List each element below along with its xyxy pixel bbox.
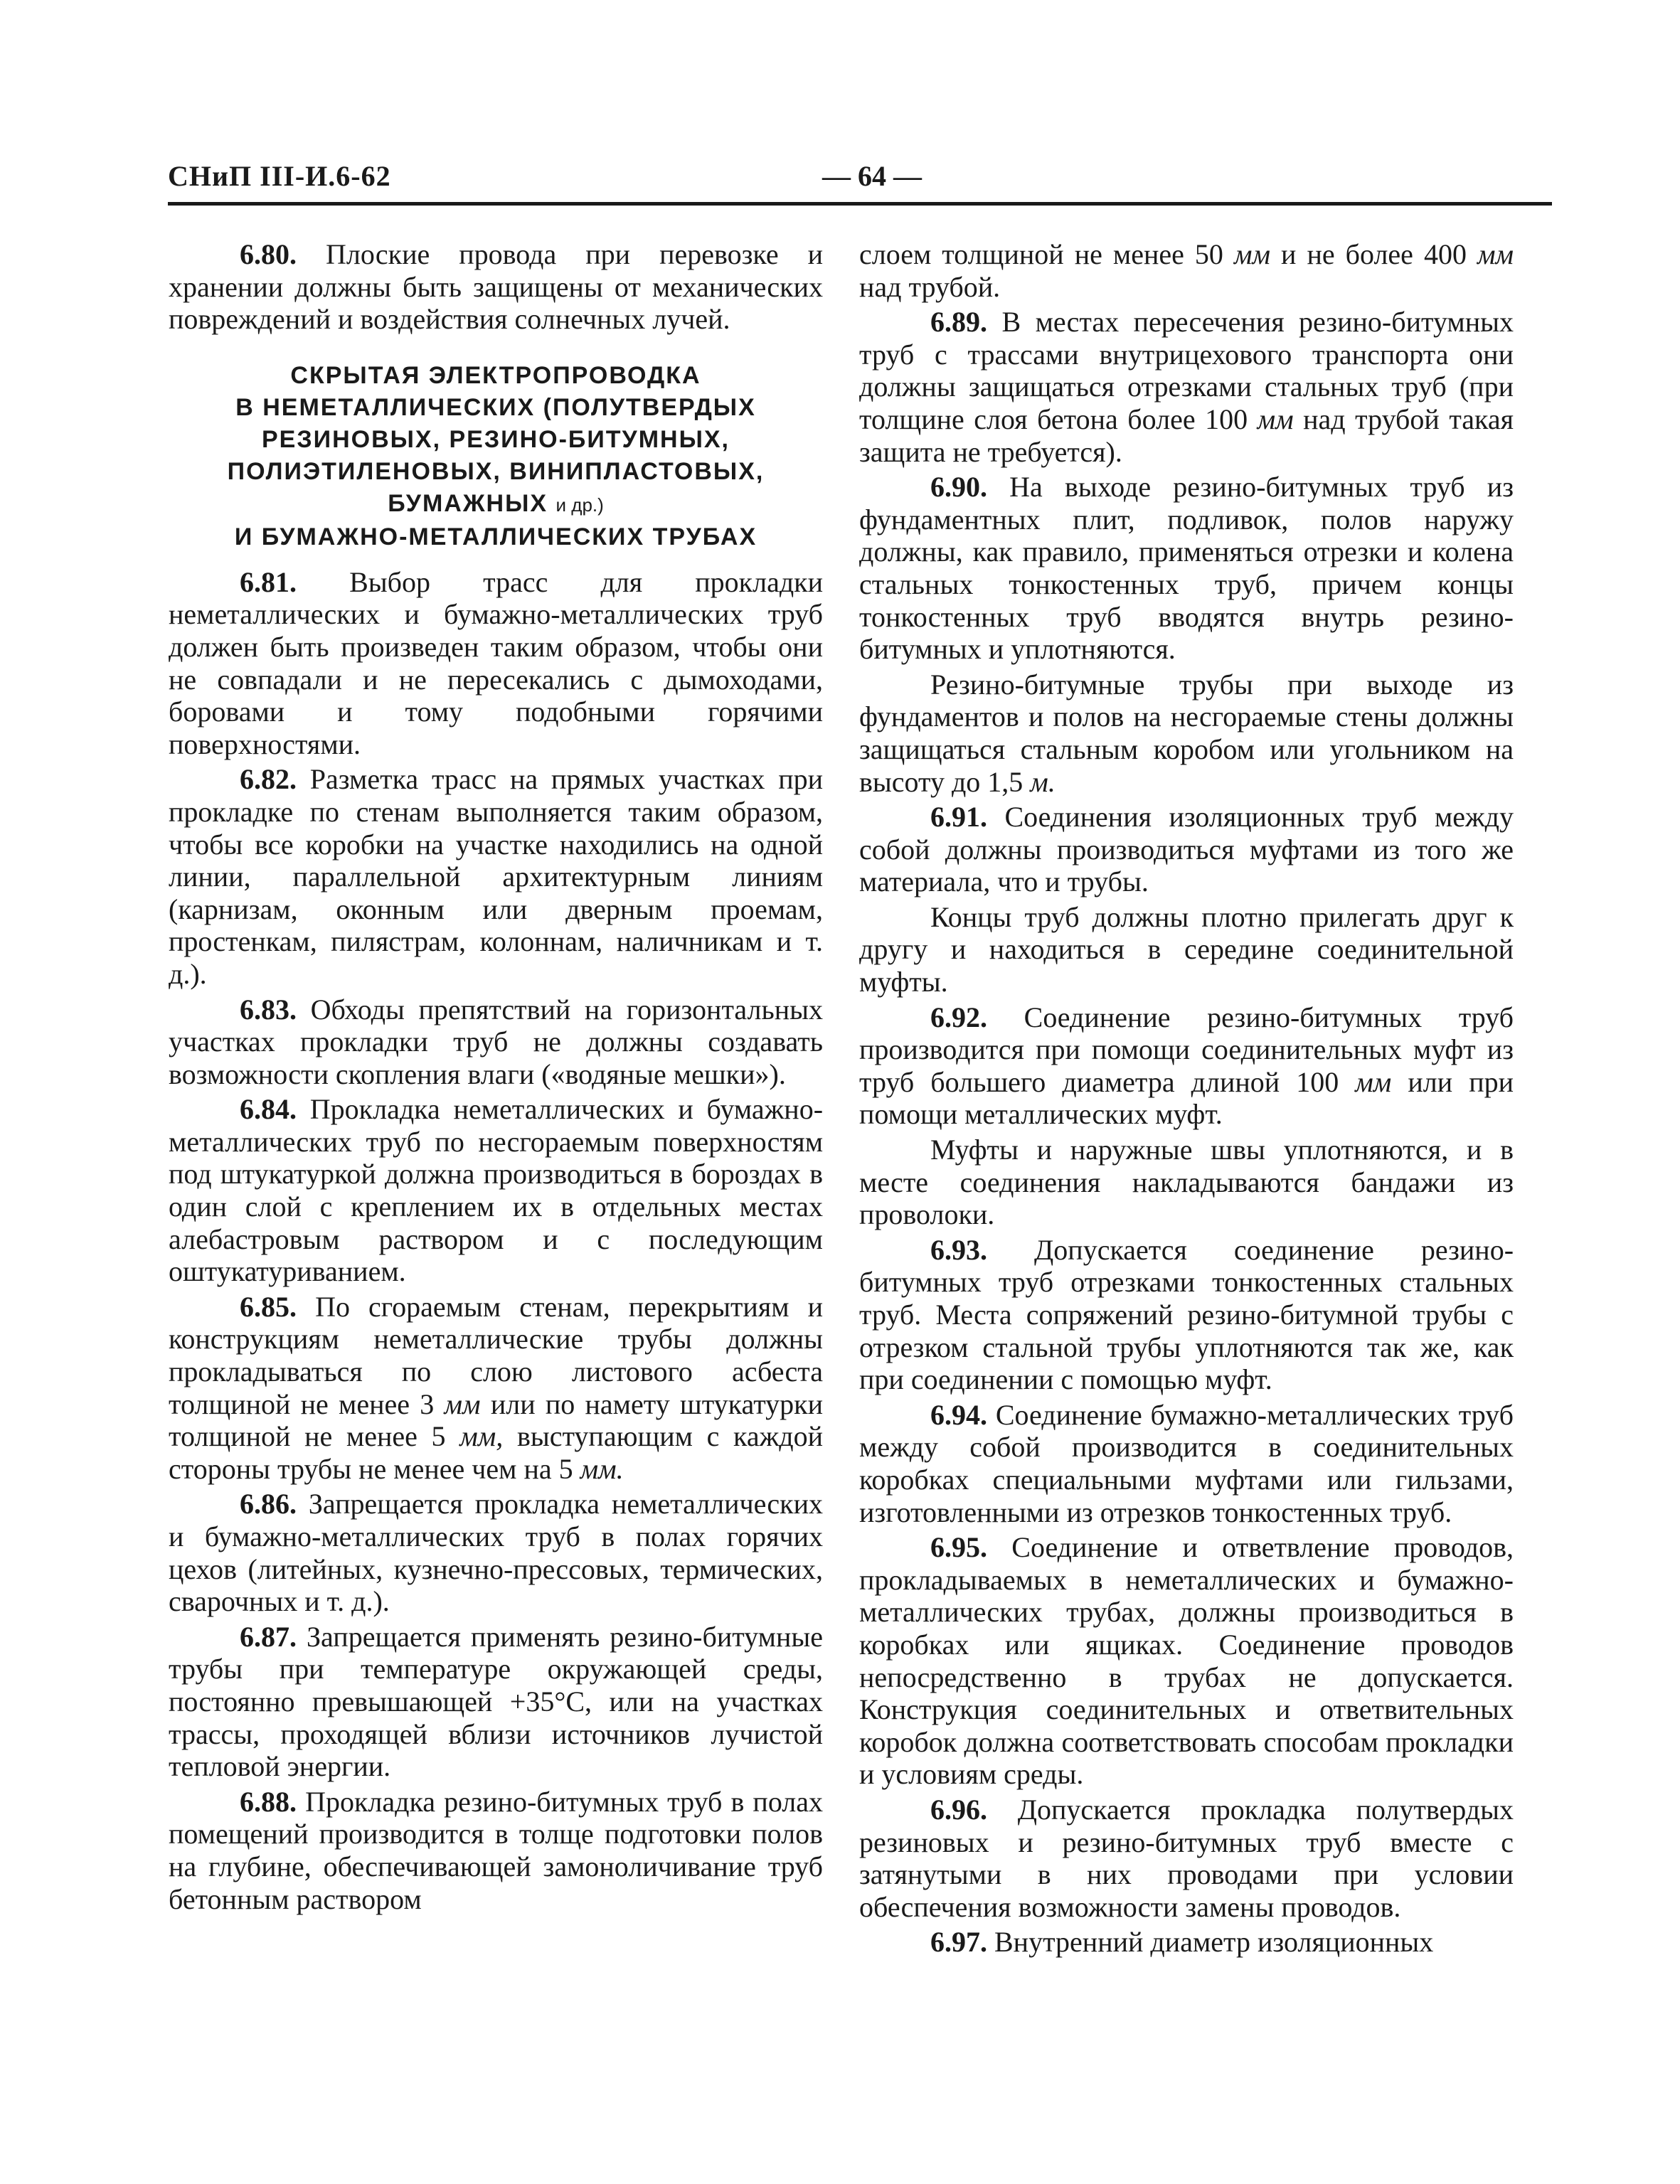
paragraph-6-90 <box>859 471 1514 666</box>
clause-text: над трубой такая защита не требуется). <box>859 403 1514 468</box>
unit: мм <box>1257 403 1294 435</box>
paragraph-6-86 <box>169 1488 823 1617</box>
unit: мм <box>1355 1065 1392 1098</box>
clause-number: 6.83. <box>240 993 297 1026</box>
unit: мм, <box>459 1420 504 1453</box>
clause-text: Допускается прокладка полутвердых резиновых и резино-битумных труб вместе с затянутыми в них проводами при условии обеспечения возможности замены проводов. <box>859 1793 1514 1923</box>
paragraph-6-87 <box>169 1621 823 1783</box>
clause-text: Плоские провода при перевозке и хранении должны быть защищены от механических повреждений и воздействия солнечных лучей. <box>169 238 824 336</box>
right-column <box>859 238 1514 1961</box>
paragraph-6-97 <box>859 1926 1514 1959</box>
paragraph-6-89 <box>859 306 1514 468</box>
clause-text: Запрещается применять резино-битумные трубы при температуре окружающей среды, постоянно превышающей +35°С, или на участках трассы, проходящей вблизи источников лучистой тепловой энергии. <box>169 1620 824 1783</box>
paragraph-6-92 <box>859 1001 1514 1131</box>
clause-number: 6.97. <box>930 1926 987 1959</box>
clause-number: 6.92. <box>930 1001 987 1033</box>
clause-text: Разметка трасс на прямых участках при прокладке по стенам выполняется таким образом, чтобы все коробки на участке находились на одной линии, параллельной архитектурным линиям (карнизам, оконным или дверным проемам, простенкам, пилястрам, колоннам, наличникам и т. д.). <box>169 763 824 990</box>
clause-number: 6.95. <box>930 1531 987 1564</box>
clause-text: Концы труб должны плотно прилегать друг к другу и находиться в середине соединительной муфты. <box>859 900 1514 998</box>
page-header <box>168 159 1552 202</box>
clause-text: Резино-битумные трубы при выходе из фундаментов и полов на несгораемые стены должны защищаться стальным коробом или угольником на высоту до 1,5 <box>859 668 1514 798</box>
paragraph-6-92-second <box>859 1134 1514 1231</box>
clause-text: слоем толщиной не менее 50 <box>859 238 1223 270</box>
document-code: СНиП III-И.6-62 <box>168 160 391 192</box>
paragraph-6-96 <box>859 1794 1514 1923</box>
clause-text: Обходы препятствий на горизонтальных участках прокладки труб не должны создавать возможности скопления влаги («водяные мешки»). <box>169 993 824 1090</box>
unit: мм. <box>580 1452 624 1485</box>
heading-line: В НЕМЕТАЛЛИЧЕСКИХ (ПОЛУТВЕРДЫХ <box>235 393 756 421</box>
heading-abbrev: и др.) <box>555 494 604 516</box>
unit: мм <box>1477 238 1514 270</box>
clause-number: 6.96. <box>930 1793 987 1826</box>
left-column <box>169 238 823 1918</box>
paragraph-6-94 <box>859 1399 1514 1528</box>
clause-text: Соединение и ответвление проводов, прокладываемых в неметаллических и бумажно-металлических трубах, должны производиться в коробках или ящиках. Соединение проводов непосредственно в трубах не допускается. Конструкция соединительных и ответвительных коробок должна соответствовать способам прокладки и условиям среды. <box>859 1531 1514 1791</box>
heading-word: БУМАЖНЫХ <box>388 489 548 517</box>
clause-number: 6.82. <box>240 763 297 796</box>
unit: мм <box>444 1387 481 1420</box>
clause-text: Прокладка резино-битумных труб в полах помещений производится в толще подготовки полов на глубине, обеспечивающей замоноличивание труб бетонным раствором <box>169 1785 824 1915</box>
clause-number: 6.89. <box>930 306 987 339</box>
section-heading <box>169 360 823 553</box>
heading-line: РЕЗИНОВЫХ, РЕЗИНО-БИТУМНЫХ, <box>262 425 730 453</box>
clause-number: 6.91. <box>930 801 987 833</box>
paragraph-6-95 <box>859 1531 1514 1791</box>
paragraph-6-91 <box>859 801 1514 898</box>
unit: мм <box>1233 238 1270 270</box>
clause-text: выступающим с каждой стороны трубы не менее чем на 5 <box>169 1420 824 1485</box>
clause-number: 6.85. <box>240 1290 297 1323</box>
heading-line: И БУМАЖНО-МЕТАЛЛИЧЕСКИХ ТРУБАХ <box>234 523 757 550</box>
clause-text: или при помощи металлических муфт. <box>859 1065 1514 1131</box>
clause-text: Соединение резино-битумных труб производится при помощи соединительных муфт из труб большего диаметра длиной 100 <box>859 1001 1514 1098</box>
heading-line: ПОЛИЭТИЛЕНОВЫХ, ВИНИПЛАСТОВЫХ, <box>227 457 765 485</box>
header-rule <box>168 202 1552 206</box>
clause-text: По сгораемым стенам, перекрытиям и конструкциям неметаллические трубы должны прокладываться по слою листового асбеста толщиной не менее 3 <box>169 1290 824 1420</box>
paragraph-6-82 <box>169 763 823 990</box>
clause-text: Запрещается прокладка неметаллических и бумажно-металлических труб в полах горячих цехов (литейных, кузнечно-прессовых, термических, сварочных и т. д.). <box>169 1488 824 1618</box>
paragraph-6-81 <box>169 566 823 761</box>
heading-line <box>169 488 823 521</box>
clause-number: 6.90. <box>930 471 987 504</box>
unit: м. <box>1030 765 1056 798</box>
paragraph-6-90-second <box>859 668 1514 798</box>
clause-number: 6.80. <box>240 238 297 270</box>
clause-text: В местах пересечения резино-битумных труб с трассами внутрицехового транспорта они должны защищаться отрезками стальных труб (при толщине слоя бетона более 100 <box>859 306 1514 435</box>
clause-text: Муфты и наружные швы уплотняются, и в месте соединения накладываются бандажи из проволоки. <box>859 1134 1514 1231</box>
clause-number: 6.81. <box>240 565 297 598</box>
clause-text: Выбор трасс для прокладки неметаллических и бумажно-металлических труб должен быть произведен таким образом, чтобы они не совпадали и не пересекались с дымоходами, боровами и тому подобными горячими поверхностями. <box>169 565 824 760</box>
clause-number: 6.88. <box>240 1785 297 1818</box>
clause-text: Соединение бумажно-металлических труб между собой производится в соединительных коробках специальными муфтами или гильзами, изготовленными из отрезков тонкостенных труб. <box>859 1398 1514 1528</box>
paragraph-6-80 <box>169 238 823 336</box>
paragraph-6-83 <box>169 994 823 1091</box>
clause-text: Прокладка неметаллических и бумажно-металлических труб по несгораемым поверхностям под штукатуркой должна производиться в бороздах в один слой с креплением их в отдельных местах алебастровым раствором и с последующим оштукатуриванием. <box>169 1093 824 1288</box>
paragraph-6-85 <box>169 1291 823 1486</box>
clause-number: 6.93. <box>930 1233 987 1266</box>
clause-number: 6.86. <box>240 1488 297 1520</box>
paragraph-6-88-continued <box>859 238 1514 303</box>
paragraph-6-84 <box>169 1093 823 1288</box>
clause-text: Соединения изоляционных труб между собой должны производиться муфтами из того же материала, что и трубы. <box>859 801 1514 898</box>
paragraph-6-88 <box>169 1786 823 1915</box>
clause-text: На выходе резино-битумных труб из фундаментных плит, подливок, полов наружу должны, как правило, применяться отрезки и колена стальных тонкостенных труб, причем концы тонкостенных труб вводятся внутрь резино-битумных и уплотняются. <box>859 471 1514 666</box>
paragraph-6-91-second <box>859 901 1514 998</box>
clause-number: 6.94. <box>930 1398 987 1431</box>
heading-line: СКРЫТАЯ ЭЛЕКТРОПРОВОДКА <box>290 361 701 389</box>
paragraph-6-93 <box>859 1234 1514 1396</box>
clause-number: 6.84. <box>240 1093 297 1126</box>
clause-text: Внутренний диаметр изоляционных <box>994 1926 1434 1959</box>
page-number: — 64 — <box>822 160 922 192</box>
clause-text: Допускается соединение резино-битумных труб отрезками тонкостенных стальных труб. Места сопряжений резино-битумной трубы с отрезком стальной трубы уплотняются так же, как при соединении с помощью муфт. <box>859 1233 1514 1396</box>
clause-text: над трубой. <box>859 270 1001 303</box>
clause-text: и не более 400 <box>1281 238 1467 270</box>
clause-text: или по намету штукатурки толщиной не менее 5 <box>169 1387 824 1453</box>
clause-number: 6.87. <box>240 1620 297 1653</box>
